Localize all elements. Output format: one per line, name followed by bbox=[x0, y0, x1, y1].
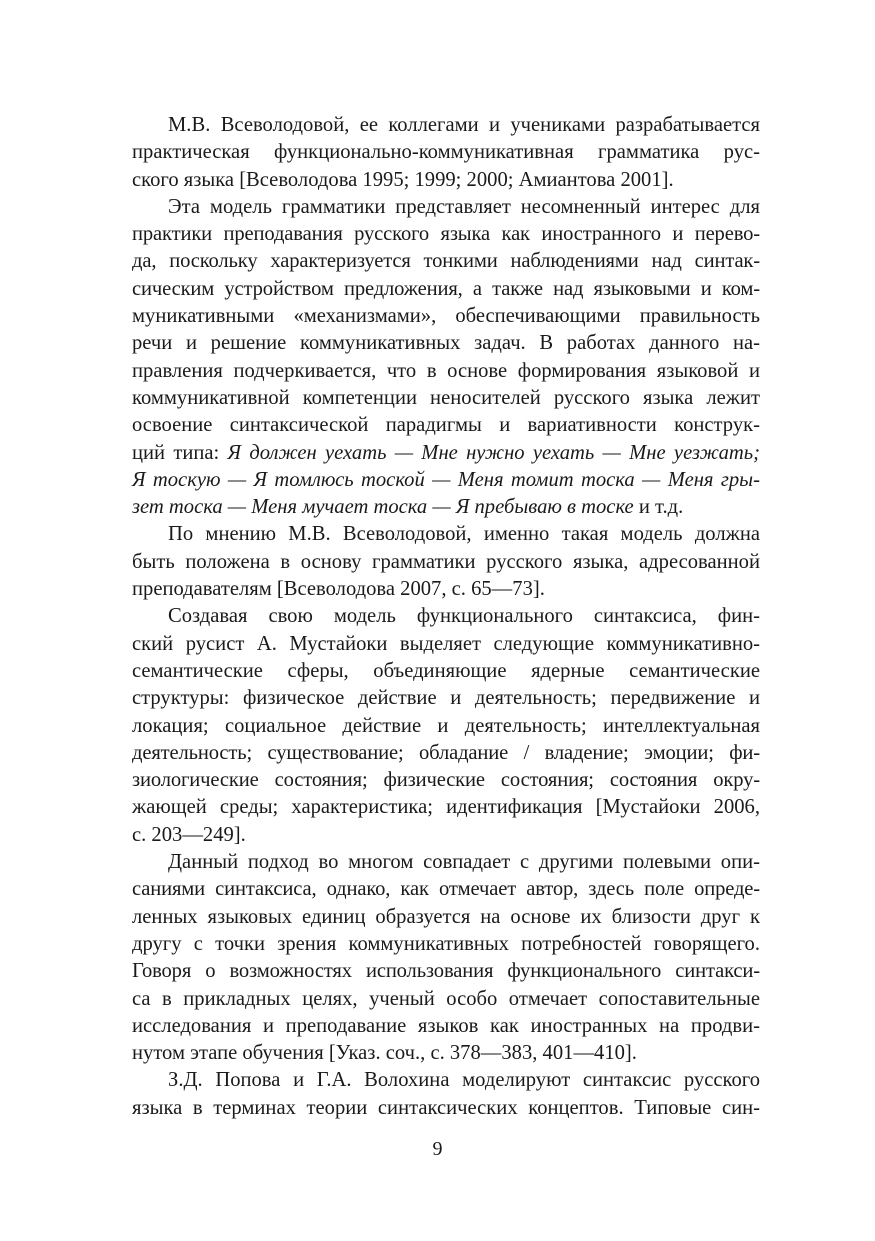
text-line: коммуникативной компетенции неносителей русского языка лежит bbox=[132, 386, 760, 409]
paragraph-5 bbox=[96, 849, 760, 1067]
text-line: практическая функционально-коммуникативная грамматика рус- bbox=[132, 141, 760, 164]
text-line: жающей среды; характеристика; идентификация [Мустайоки 2006, bbox=[132, 796, 760, 819]
text-line: да, поскольку характеризуется тонкими наблюдениями над синтак- bbox=[132, 250, 760, 273]
text-line: деятельность; существование; обладание / владение; эмоции; фи- bbox=[132, 741, 760, 764]
text-line: сическим устройством предложения, а также над языковыми и ком- bbox=[132, 277, 760, 300]
paragraph-1 bbox=[96, 112, 760, 194]
text-line: с. 203—249]. bbox=[132, 823, 246, 846]
plain-text: ций типа: bbox=[132, 441, 228, 464]
text-line: практики преподавания русского языка как иностранного и перево- bbox=[132, 223, 760, 246]
text-line: преподавателям [Всеволодова 2007, с. 65—73]. bbox=[132, 578, 545, 601]
paragraph-3 bbox=[96, 521, 760, 603]
text-line: По мнению М.В. Всеволодовой, именно такая модель должна bbox=[168, 523, 760, 546]
text-line: речи и решение коммуникативных задач. В работах данного на- bbox=[132, 332, 760, 355]
text-line: Создавая свою модель функционального синтаксиса, фин- bbox=[168, 605, 760, 628]
text-line: М.В. Всеволодовой, ее коллегами и учениками разрабатывается bbox=[168, 114, 760, 136]
text-line: Эта модель грамматики представляет несомненный интерес для bbox=[168, 195, 760, 218]
text-line: Данный подход во многом совпадает с другими полевыми опи- bbox=[168, 851, 760, 874]
italic-example: Я должен уехать — Мне нужно уехать — Мне уезжать; bbox=[227, 441, 760, 464]
text-line: правления подчеркивается, что в основе формирования языковой и bbox=[132, 359, 760, 382]
body-text bbox=[96, 112, 760, 1122]
text-line: исследования и преподавание языков как иностранных на продви- bbox=[132, 1014, 760, 1037]
text-line-mixed bbox=[96, 440, 760, 467]
italic-example: Я тоскую — Я томлюсь тоской — Меня томит тоска — Меня гры- bbox=[132, 468, 760, 491]
text-line: ский русист А. Мустайоки выделяет следующие коммуникативно- bbox=[132, 632, 760, 655]
text-line: ского языка [Всеволодова 1995; 1999; 2000; Амиантова 2001]. bbox=[132, 168, 674, 191]
text-line-mixed bbox=[96, 494, 760, 521]
text-line: саниями синтаксиса, однако, как отмечает автор, здесь поле опреде- bbox=[132, 878, 760, 901]
page-number: 9 bbox=[432, 1138, 443, 1160]
text-line: освоение синтаксической парадигмы и вариативности конструк- bbox=[132, 414, 760, 437]
text-line: Говоря о возможностях использования функционального синтакси- bbox=[132, 960, 760, 983]
paragraph-2 bbox=[96, 194, 760, 522]
paragraph-6 bbox=[96, 1067, 760, 1122]
text-line: муникативными «механизмами», обеспечивающими правильность bbox=[132, 305, 760, 328]
text-line: структуры: физическое действие и деятельность; передвижение и bbox=[132, 687, 760, 710]
text-line: другу с точки зрения коммуникативных потребностей говорящего. bbox=[132, 932, 760, 955]
paragraph-4 bbox=[96, 603, 760, 849]
text-line: зиологические состояния; физические состояния; состояния окру- bbox=[132, 769, 760, 792]
text-line: нутом этапе обучения [Указ. соч., с. 378—383, 401—410]. bbox=[132, 1042, 637, 1065]
text-line: са в прикладных целях, ученый особо отмечает сопоставительные bbox=[132, 987, 760, 1010]
text-line: З.Д. Попова и Г.А. Волохина моделируют синтаксис русского bbox=[168, 1069, 760, 1092]
text-line: ленных языковых единиц образуется на основе их близости друг к bbox=[132, 905, 760, 928]
text-line: быть положена в основу грамматики русского языка, адресованной bbox=[132, 550, 760, 573]
text-line-mixed bbox=[96, 467, 760, 494]
italic-example: зет тоска — Меня мучает тоска — Я пребываю в тоске bbox=[132, 496, 634, 519]
text-line: языка в терминах теории синтаксических концептов. Типовые син- bbox=[132, 1096, 760, 1119]
text-line: локация; социальное действие и деятельность; интеллектуальная bbox=[132, 714, 760, 737]
text-line: семантические сферы, объединяющие ядерные семантические bbox=[132, 659, 760, 682]
plain-text: и т.д. bbox=[633, 496, 684, 519]
